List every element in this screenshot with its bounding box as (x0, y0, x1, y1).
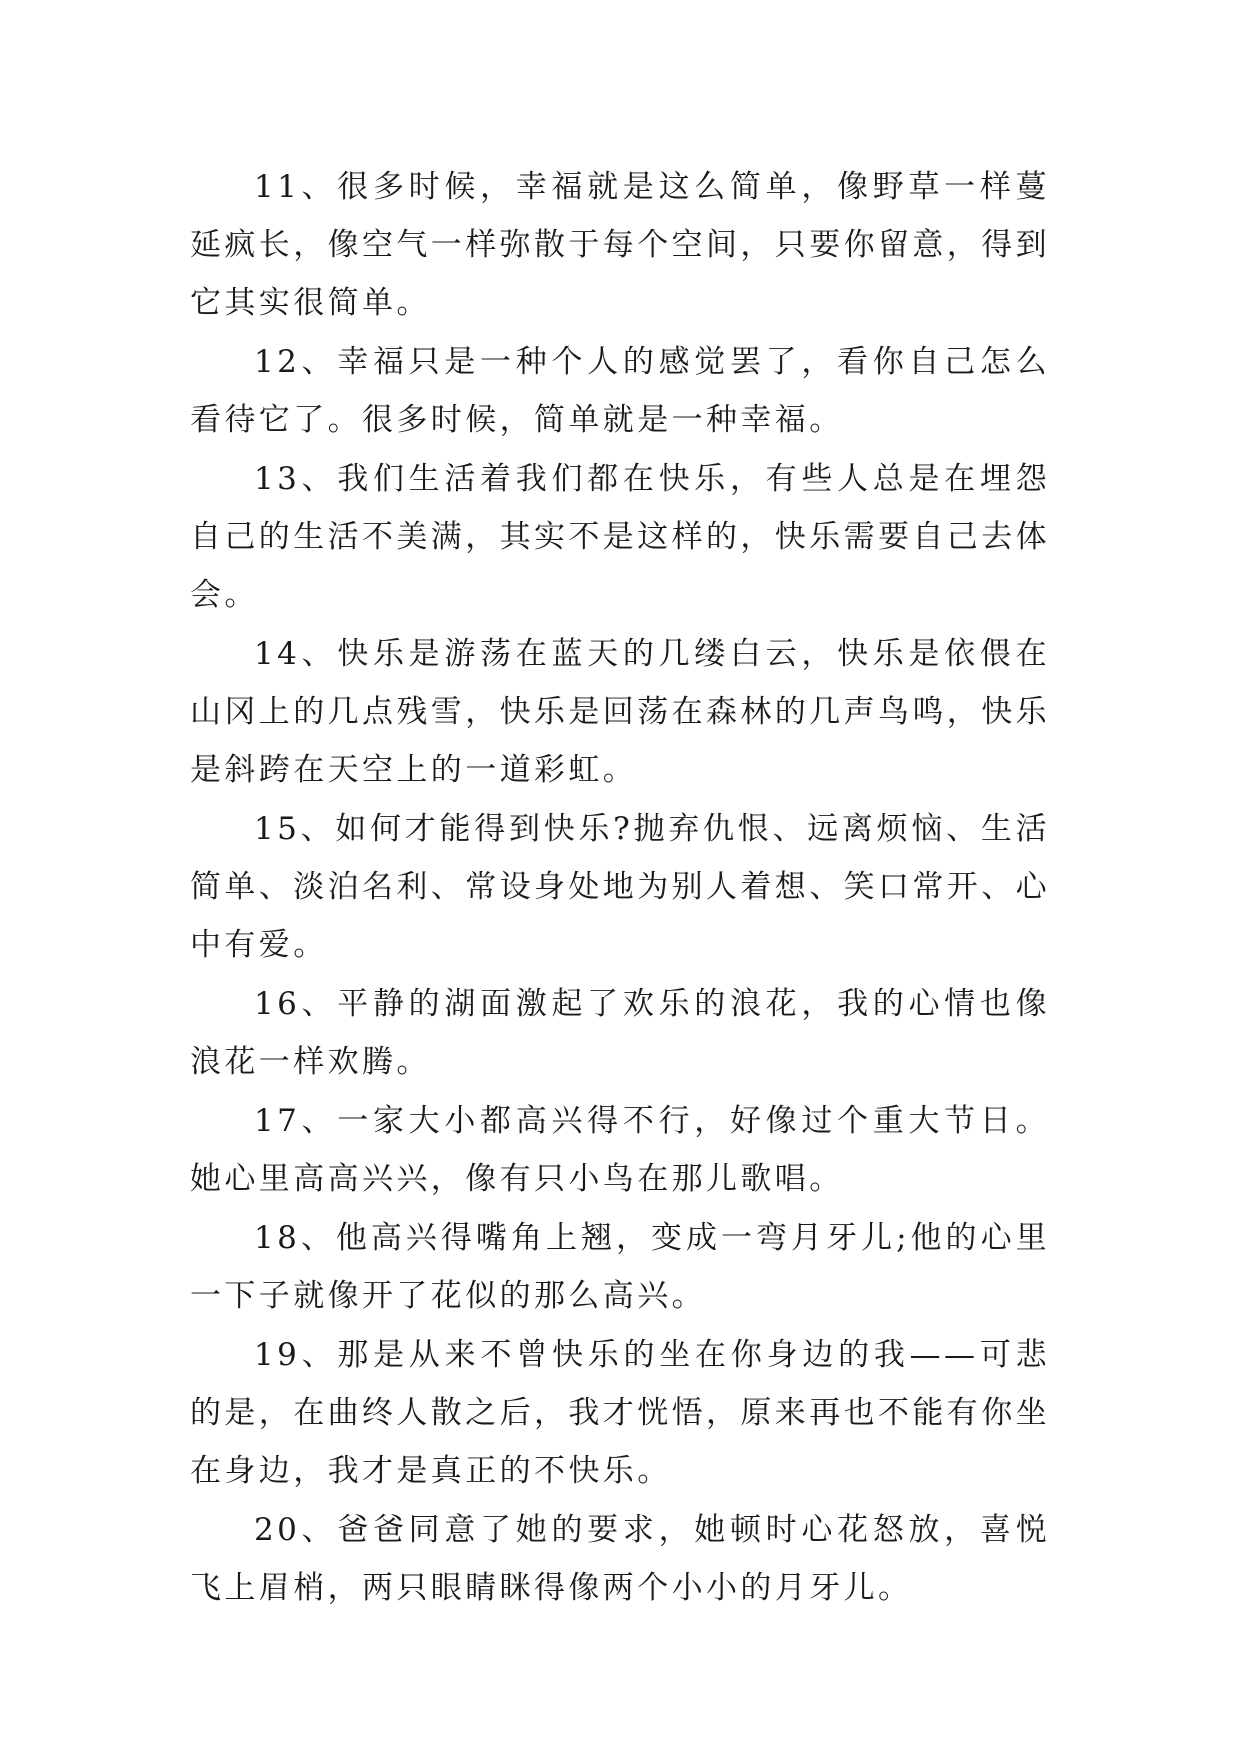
paragraph-16: 16、平静的湖面激起了欢乐的浪花，我的心情也像浪花一样欢腾。 (190, 986, 1050, 1080)
document-body (190, 158, 1050, 1618)
paragraph-12: 12、幸福只是一种个人的感觉罢了，看你自己怎么看待它了。很多时候，简单就是一种幸福。 (190, 344, 1050, 438)
paragraph-13: 13、我们生活着我们都在快乐，有些人总是在埋怨自己的生活不美满，其实不是这样的，快乐需要自己去体会。 (190, 461, 1050, 613)
paragraph-19: 19、那是从来不曾快乐的坐在你身边的我——可悲的是，在曲终人散之后，我才恍悟，原来再也不能有你坐在身边，我才是真正的不快乐。 (190, 1337, 1050, 1489)
paragraph-18: 18、他高兴得嘴角上翘，变成一弯月牙儿;他的心里一下子就像开了花似的那么高兴。 (190, 1220, 1050, 1314)
paragraph-14: 14、快乐是游荡在蓝天的几缕白云，快乐是依偎在山冈上的几点残雪，快乐是回荡在森林的几声鸟鸣，快乐是斜跨在天空上的一道彩虹。 (190, 636, 1050, 788)
paragraph-17: 17、一家大小都高兴得不行，好像过个重大节日。她心里高高兴兴，像有只小鸟在那儿歌唱。 (190, 1103, 1050, 1197)
paragraph-20: 20、爸爸同意了她的要求，她顿时心花怒放，喜悦飞上眉梢，两只眼睛眯得像两个小小的月牙儿。 (190, 1512, 1050, 1606)
paragraph-11: 11、很多时候，幸福就是这么简单，像野草一样蔓延疯长，像空气一样弥散于每个空间，只要你留意，得到它其实很简单。 (190, 169, 1050, 321)
paragraph-15: 15、如何才能得到快乐?抛弃仇恨、远离烦恼、生活简单、淡泊名利、常设身处地为别人着想、笑口常开、心中有爱。 (190, 811, 1050, 963)
